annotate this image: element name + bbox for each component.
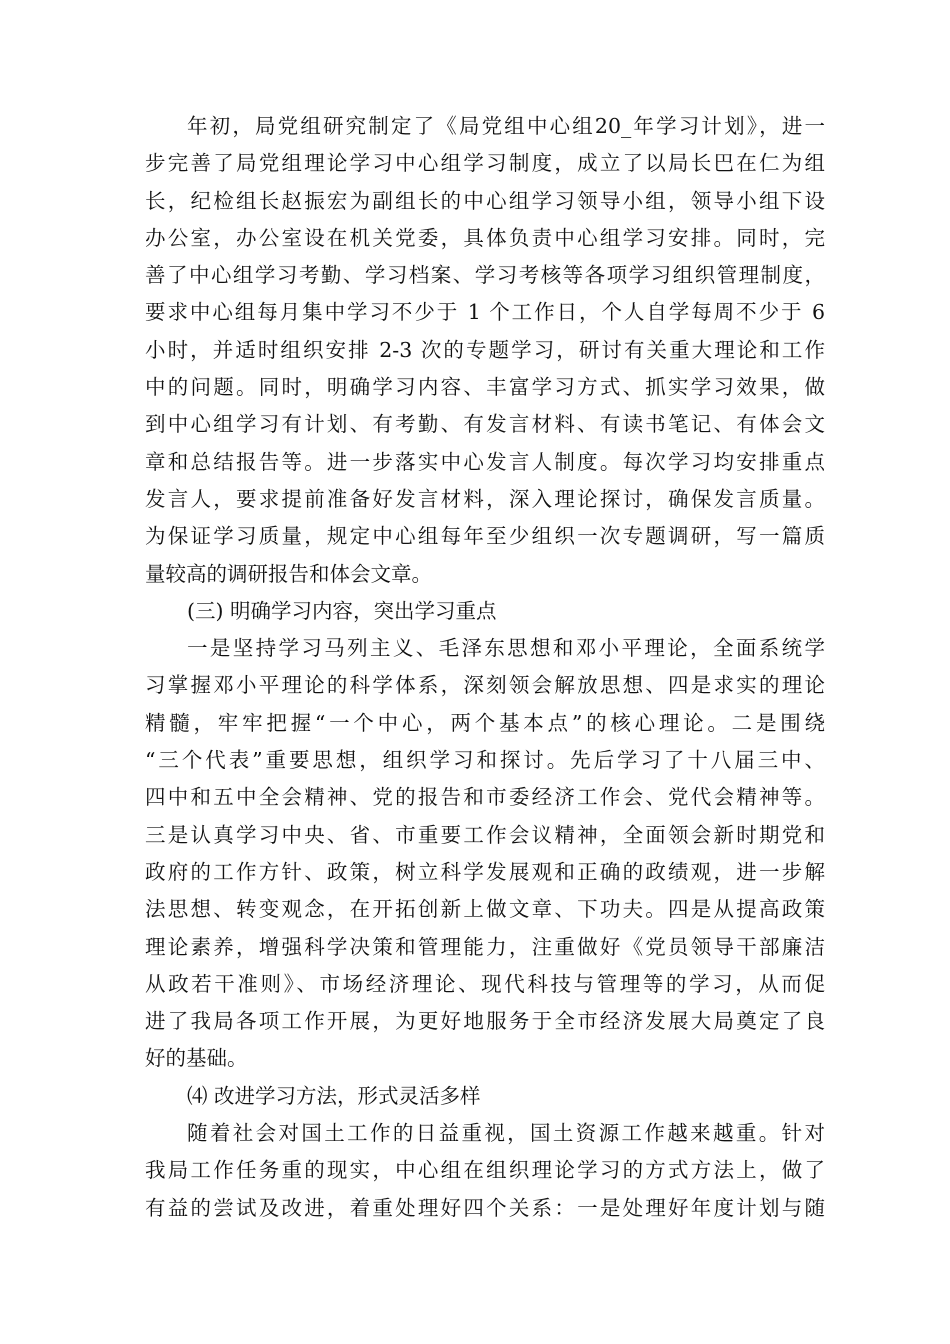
text-line: 到中心组学习有计划、有考勤、有发言材料、有读书笔记、有体会文 <box>145 412 825 437</box>
text-line: ⑷ 改进学习方法，形式灵活多样 <box>187 1083 481 1108</box>
text-line: 好的基础。 <box>145 1046 248 1071</box>
text-line: 法思想、转变观念，在开拓创新上做文章、下功夫。四是从提高政策 <box>145 897 825 922</box>
text-line: 长，纪检组长赵振宏为副组长的中心组学习领导小组，领导小组下设 <box>145 188 825 213</box>
text-line: 小时，并适时组织安排 2-3 次的专题学习，研讨有关重大理论和工作 <box>145 337 825 362</box>
text-line: 年初，局党组研究制定了《局党组中心组20_年学习计划》，进一 <box>187 114 825 138</box>
text-line: 四中和五中全会精神、党的报告和市委经济工作会、党代会精神等。 <box>145 785 825 810</box>
text-line: 理论素养，增强科学决策和管理能力，注重做好《党员领导干部廉洁 <box>145 934 825 959</box>
text-line: 发言人，要求提前准备好发言材料，深入理论探讨，确保发言质量。 <box>145 486 825 511</box>
document-body <box>145 108 825 1227</box>
text-line: “三个代表”重要思想，组织学习和探讨。先后学习了十八届三中、 <box>145 748 825 773</box>
text-line: 步完善了局党组理论学习中心组学习制度，成立了以局长巴在仁为组 <box>145 151 825 176</box>
text-line: 我局工作任务重的现实，中心组在组织理论学习的方式方法上，做了 <box>145 1158 825 1183</box>
text-line: 要求中心组每月集中学习不少于 1 个工作日，个人自学每周不少于 6 <box>145 300 825 325</box>
text-line: 章和总结报告等。进一步落实中心发言人制度。每次学习均安排重点 <box>145 449 825 474</box>
text-line: 量较高的调研报告和体会文章。 <box>145 561 432 586</box>
text-line: 精髓，牢牢把握“一个中心，两个基本点”的核心理论。二是围绕 <box>145 710 825 735</box>
text-line: 为保证学习质量，规定中心组每年至少组织一次专题调研，写一篇质 <box>145 524 825 549</box>
text-line: 办公室，办公室设在机关党委，具体负责中心组学习安排。同时，完 <box>145 225 825 250</box>
text-line: 中的问题。同时，明确学习内容、丰富学习方式、抓实学习效果，做 <box>145 375 825 400</box>
text-line: (三) 明确学习内容，突出学习重点 <box>187 598 497 623</box>
text-line: 一是坚持学习马列主义、毛泽东思想和邓小平理论，全面系统学 <box>187 636 825 661</box>
text-line: 三是认真学习中央、省、市重要工作会议精神，全面领会新时期党和 <box>145 822 825 847</box>
text-line: 有益的尝试及改进，着重处理好四个关系：一是处理好年度计划与随 <box>145 1195 825 1220</box>
text-line: 政府的工作方针、政策，树立科学发展观和正确的政绩观，进一步解 <box>145 859 825 884</box>
text-line: 进了我局各项工作开展，为更好地服务于全市经济发展大局奠定了良 <box>145 1009 825 1034</box>
text-line: 善了中心组学习考勤、学习档案、学习考核等各项学习组织管理制度， <box>145 263 825 288</box>
text-line: 习掌握邓小平理论的科学体系，深刻领会解放思想、四是求实的理论 <box>145 673 825 698</box>
text-line: 随着社会对国土工作的日益重视，国土资源工作越来越重。针对 <box>187 1121 825 1146</box>
text-line: 从政若干准则》、市场经济理论、现代科技与管理等的学习，从而促 <box>145 971 825 996</box>
